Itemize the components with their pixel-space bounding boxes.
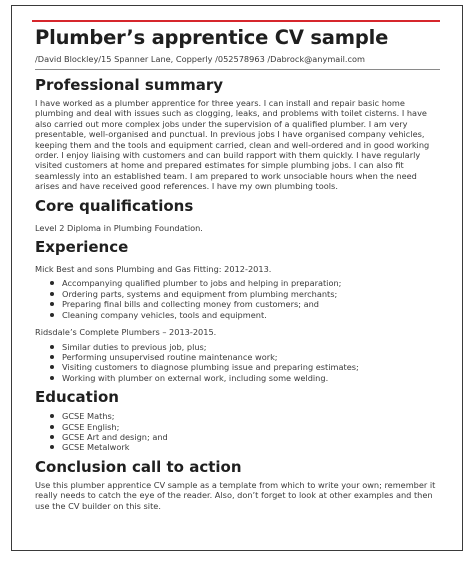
job-duties-list	[35, 278, 440, 320]
header-divider	[35, 69, 440, 70]
summary-text: I have worked as a plumber apprentice for three years. I can install and repair basic home plumbing and deal with issues such as clogging, leaks, and problems with toilet cisterns. I have also carried out more complex jobs under the supervision of a qualified plumber. I am very presentable, well-organised and punctual. In previous jobs I have organised company vehicles, keeping them and the tools and equipment carried, clean and well-ordered and in good working order. I enjoy liaising with customers and can build rapport with them quickly. I have regularly visited customers at home and prepared estimates for simple plumbing jobs. I can also fit seamlessly into an established team. I am prepared to work unsociable hours when the need arises and have received good references. I have my own plumbing tools.	[35, 98, 430, 192]
cv-content	[35, 26, 440, 511]
section-heading-conclusion: Conclusion call to action	[35, 457, 242, 476]
list-item: GCSE English;	[62, 422, 440, 432]
section-heading-qualifications: Core qualifications	[35, 196, 194, 215]
list-item: Preparing final bills and collecting money from customers; and	[62, 299, 440, 309]
list-item: Visiting customers to diagnose plumbing issue and preparing estimates;	[62, 362, 440, 372]
list-item: Ordering parts, systems and equipment from plumbing merchants;	[62, 289, 440, 299]
list-item: GCSE Maths;	[62, 411, 440, 421]
conclusion-text: Use this plumber apprentice CV sample as a template from which to write your own; remember it really needs to catch the eye of the reader. Also, don’t forget to look at other examples and then use the CV builder on this site.	[35, 479, 436, 511]
cv-page	[11, 5, 463, 551]
qualification-text: Level 2 Diploma in Plumbing Foundation.	[35, 222, 203, 233]
header-accent-rule	[32, 20, 440, 22]
job-title: Ridsdale’s Complete Plumbers – 2013-2015.	[35, 327, 217, 338]
list-item: Cleaning company vehicles, tools and equipment.	[62, 310, 440, 320]
list-item: Accompanying qualified plumber to jobs and helping in preparation;	[62, 278, 440, 288]
education-list	[35, 411, 440, 453]
list-item: GCSE Art and design; and	[62, 432, 440, 442]
list-item: GCSE Metalwork	[62, 442, 440, 452]
section-heading-experience: Experience	[35, 238, 129, 257]
section-heading-education: Education	[35, 388, 119, 407]
list-item: Performing unsupervised routine maintenance work;	[62, 352, 440, 362]
section-heading-summary: Professional summary	[35, 76, 224, 94]
cv-title: Plumber’s apprentice CV sample	[35, 26, 389, 49]
job-title: Mick Best and sons Plumbing and Gas Fitting: 2012-2013.	[35, 264, 272, 275]
list-item: Similar duties to previous job, plus;	[62, 342, 440, 352]
list-item: Working with plumber on external work, including some welding.	[62, 373, 440, 383]
contact-line: /David Blockley/15 Spanner Lane, Copperly /052578963 /Dabrock@anymail.com	[35, 54, 365, 64]
job-duties-list	[35, 342, 440, 384]
